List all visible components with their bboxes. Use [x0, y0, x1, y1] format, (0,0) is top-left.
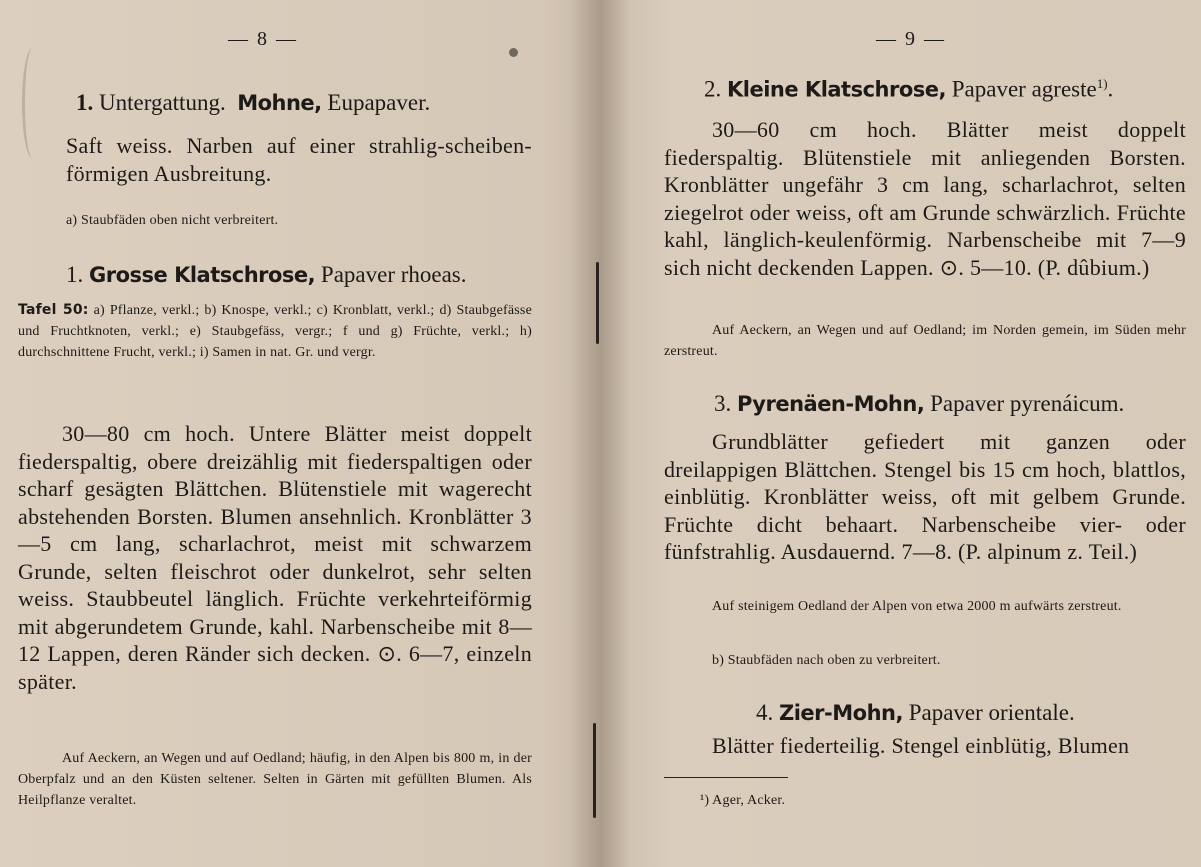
subgenus-latin: Eupapaver. [327, 90, 431, 115]
species-heading-4 [756, 700, 1075, 726]
subgenus-prefix: Untergattung. [99, 90, 226, 115]
subgenus-name: Mohne, [237, 91, 322, 115]
key-b: b) Staubfäden nach oben zu verbreitert. [712, 653, 941, 668]
species-latin: Papaver agreste [951, 76, 1097, 102]
species-heading-2 [704, 76, 1113, 103]
species-habitat-3: Auf steinigem Oedland der Alpen von etwa 2000 m aufwärts zerstreut. [712, 599, 1122, 614]
subgenus-description: Saft weiss. Narben auf einer strahlig-scheiben-förmigen Ausbreitung. [66, 133, 532, 186]
species-heading-1 [66, 262, 467, 288]
species-heading-3 [714, 391, 1124, 417]
species-name: Grosse Klatschrose, [89, 263, 316, 287]
key-a: a) Staubfäden oben nicht verbreitert. [66, 213, 279, 228]
footnote: ¹) Ager, Acker. [700, 793, 786, 808]
species-name: Pyrenäen-Mohn, [737, 392, 925, 416]
species-name: Zier-Mohn, [779, 701, 903, 725]
plate-text: a) Pflanze, verkl.; b) Knospe, verkl.; c) Kronblatt, verkl.; d) Staubgefässe und Fruchtknoten, verkl.; e) Staubgefäss, vergr.; f und g) Früchte, verkl.; h) durchschnittene Frucht, verkl.; i) Samen in nat. Gr. und vergr. [18, 303, 532, 360]
gutter-shadow [570, 0, 630, 867]
species-number: 3. [714, 391, 732, 416]
right-page [664, 0, 1188, 867]
plate-label: Tafel 50: [18, 302, 89, 318]
page-number-left: — 8 — [228, 28, 298, 50]
species-latin: Papaver orientale. [908, 700, 1075, 725]
species-number: 2. [704, 76, 722, 102]
species-habitat-1: Auf Aeckern, an Wegen und auf Oedland; häufig, in den Alpen bis 800 m, in der Oberpfalz und an den Küsten seltener. Selten in Gärten mit gefüllten Blumen. Als Heilpflanze veraltet. [18, 751, 532, 808]
footnote-ref: 1) [1096, 76, 1108, 91]
subgenus-heading [76, 90, 430, 116]
species-habitat-2: Auf Aeckern, an Wegen und auf Oedland; im Norden gemein, im Süden mehr zerstreut. [664, 323, 1186, 359]
heading-end: . [1107, 76, 1114, 102]
species-number: 4. [756, 700, 774, 725]
binding-stitch-bottom [593, 723, 596, 818]
page-number-right: — 9 — [876, 28, 946, 50]
binding-stitch-top [596, 262, 599, 344]
plate-caption [18, 300, 532, 363]
species-description-2: 30—60 cm hoch. Blätter meist doppelt fiederspaltig. Blütenstiele mit anliegenden Borsten. Kronblätter ungefähr 3 cm lang, scharlachrot, selten ziegelrot oder weiss, oft am Grunde schwärzlich. Früchte kahl, länglich-keulenförmig. Narbenscheibe mit 7—9 sich nicht deckenden Lappen. ⊙. 5—10. (P. dûbium.) [664, 117, 1186, 280]
species-number: 1. [66, 262, 84, 287]
species-description-4: Blätter fiederteilig. Stengel einblütig, Blumen [712, 733, 1130, 758]
footnote-rule [664, 777, 788, 778]
species-description-3: Grundblätter gefiedert mit ganzen oder dreilappigen Blättchen. Stengel bis 15 cm hoch, blattlos, einblütig. Kronblätter weiss, oft mit gelbem Grunde. Früchte dicht behaart. Narbenscheibe vier- oder fünfstrahlig. Ausdauernd. 7—8. (P. alpinum z. Teil.) [664, 429, 1186, 564]
left-page [18, 0, 538, 867]
subgenus-number: 1. [76, 90, 94, 115]
species-name: Kleine Klatschrose, [727, 77, 946, 102]
species-description-1: 30—80 cm hoch. Untere Blätter meist doppelt fiederspaltig, obere dreizählig mit fiederspaltigen oder scharf gesägten Blättchen. Blütenstiele mit wagerecht abstehenden Borsten. Blumen ansehnlich. Kronblätter 3—5 cm lang, scharlachrot, meist mit schwarzem Grunde, selten fleischrot oder dunkelrot, sehr selten weiss. Staubbeutel länglich. Früchte verkehrteiförmig mit abgerundetem Grunde, kahl. Narbenscheibe mit 8—12 Lappen, deren Ränder sich decken. ⊙. 6—7, einzeln später. [18, 421, 532, 694]
species-latin: Papaver rhoeas. [320, 262, 467, 287]
species-latin: Papaver pyrenáicum. [930, 391, 1125, 416]
